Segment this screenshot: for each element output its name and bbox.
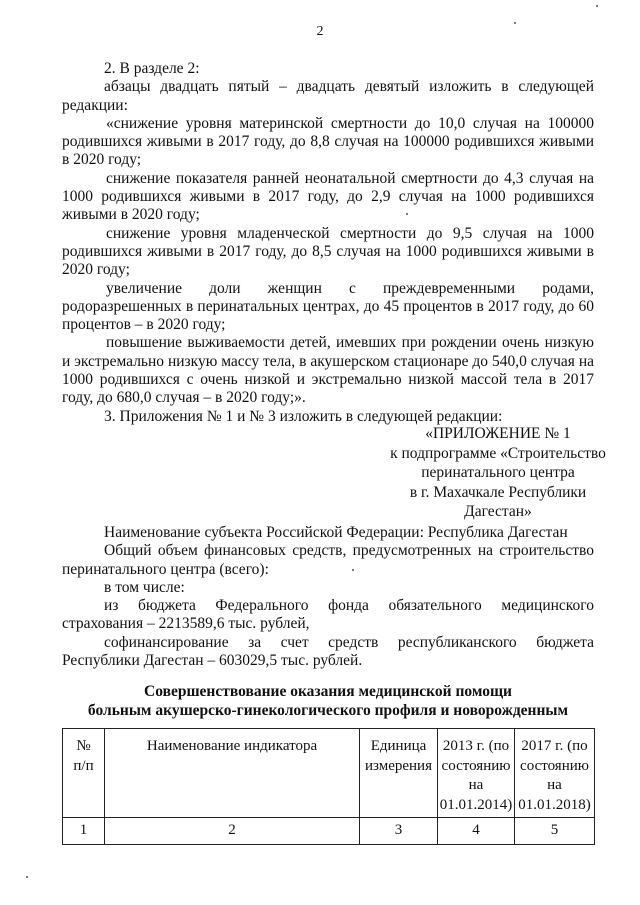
scan-speck <box>352 569 354 571</box>
financing-info <box>62 524 594 670</box>
appendix-title: «ПРИЛОЖЕНИЕ № 1 <box>425 425 571 442</box>
subject-name: Наименование субъекта Российской Федерации: Республика Дагестан <box>104 524 568 541</box>
table-header-row <box>63 729 595 818</box>
header-number: № п/п <box>63 729 105 818</box>
appendix-header <box>370 424 626 522</box>
heading-line: Совершенствование оказания медицинской помощи <box>144 683 512 700</box>
paragraph-infant-mortality: снижение уровня младенческой смертности до 9,5 случая на 1000 родившихся живыми в 2017 году, до 8,5 случая на 1000 родившихся живыми в 2020 году; <box>62 224 594 279</box>
paragraph-section-2: 2. В разделе 2: <box>104 60 200 77</box>
table-cell: 5 <box>515 818 595 845</box>
amendment-text <box>62 60 594 426</box>
page-number: 2 <box>316 24 324 39</box>
appendix-line: в г. Махачкале Республики <box>409 483 587 501</box>
appendix-line: Дагестан» <box>464 503 532 520</box>
total-funding: Общий объем финансовых средств, предусмотренных на строительство перинатального центра (всего): <box>62 542 594 578</box>
table-cell: 2 <box>105 818 360 845</box>
table-heading <box>62 682 594 720</box>
appendix-line: к подпрограмме «Строительство <box>390 444 606 462</box>
scan-speck <box>26 876 28 878</box>
appendix-line: перинатального центра <box>421 464 575 481</box>
federal-fund: из бюджета Федерального фонда обязательного медицинского страхования – 2213589,6 тыс. рублей, <box>62 597 594 633</box>
scan-speck <box>406 213 408 215</box>
table-cell: 4 <box>438 818 515 845</box>
paragraph-appendices: 3. Приложения № 1 и № 3 изложить в следующей редакции: <box>104 407 503 425</box>
paragraph-premature-births: увеличение доли женщин с преждевременными родами, родоразрешенных в перинатальных центрах, до 45 процентов в 2017 году, до 60 процентов – в 2020 году; <box>62 279 594 334</box>
table-cell: 3 <box>360 818 438 845</box>
paragraph-maternal-mortality: «снижение уровня материнской смертности до 10,0 случая на 100000 родившихся живыми в 2017 году, до 8,8 случая на 100000 родившихся живыми в 2020 году; <box>62 114 594 169</box>
paragraph-paragraphs-edit: абзацы двадцать пятый – двадцать девятый изложить в следующей редакции: <box>62 78 594 114</box>
paragraph-survival: повышение выживаемости детей, имевших при рождении очень низкую и экстремально низкую массу тела, в акушерском стационаре до 540,0 случая на 1000 родившихся с очень низкой и экстремально низкой массой тела в 2017 году, до 680,0 случая – в 2020 году;». <box>62 334 594 407</box>
republic-cofinancing: софинансирование за счет средств республиканского бюджета Республики Дагестан – 603029,5 тыс. рублей. <box>62 633 594 670</box>
header-unit: Единица измерения <box>360 729 438 818</box>
heading-line: больным акушерско-гинекологического профиля и новорожденным <box>87 702 569 719</box>
including-label: в том числе: <box>104 578 185 596</box>
table-numbering-row <box>63 818 595 845</box>
header-2017: 2017 г. (по состоянию на 01.01.2018) <box>515 729 595 818</box>
header-indicator-name: Наименование индикатора <box>105 729 360 818</box>
header-2013: 2013 г. (по состоянию на 01.01.2014) <box>438 729 515 818</box>
paragraph-neonatal-mortality: снижение показателя ранней неонатальной смертности до 4,3 случая на 1000 родившихся живыми в 2017 году, до 2,9 случая на 1000 родившихся живыми в 2020 году; <box>62 169 594 224</box>
scan-speck <box>596 5 598 7</box>
table-cell: 1 <box>63 818 105 845</box>
scan-speck <box>514 22 516 24</box>
indicators-table <box>62 728 595 845</box>
